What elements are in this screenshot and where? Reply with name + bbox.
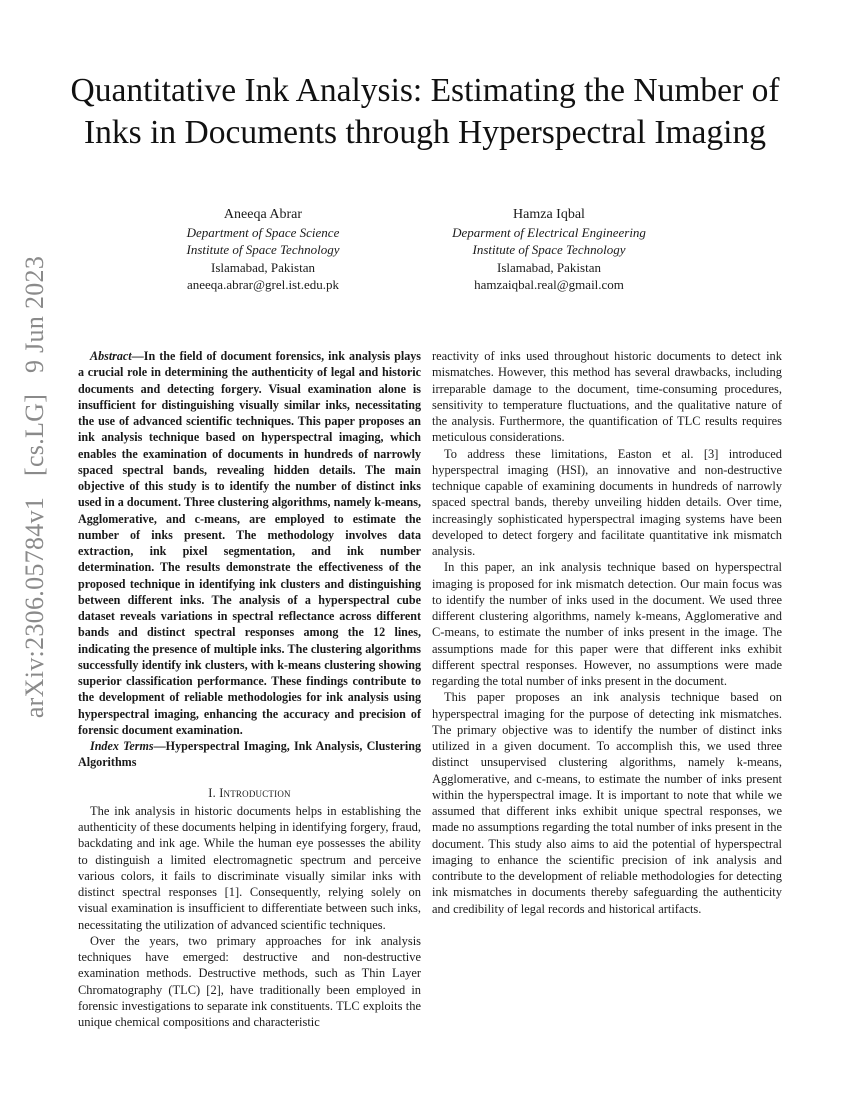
author-name: Aneeqa Abrar bbox=[223, 207, 303, 222]
author-email: hamzaiqbal.real@gmail.com bbox=[474, 277, 624, 292]
paper-title: Quantitative Ink Analysis: Estimating the Number of Inks in Documents through Hyperspectral Imaging bbox=[70, 72, 780, 151]
arxiv-stamp bbox=[20, 242, 50, 718]
author-city: Islamabad, Pakistan bbox=[211, 259, 315, 275]
section-title: Introduction bbox=[219, 785, 291, 800]
section-number: I. bbox=[208, 785, 216, 800]
intro-paragraph-2-start: Over the years, two primary approaches for ink analysis techniques have emerged: destructive and non-destructive examination methods. Destructive methods, such as Thin Layer Chromatography (TLC) [2], have traditionally been employed in forensic investigations to separate ink constituents. TLC exploits the unique chemical compositions and characteristic bbox=[78, 933, 421, 1029]
author-name: Hamza Iqbal bbox=[513, 207, 585, 222]
intro-paragraph-5: This paper proposes an ink analysis technique based on hyperspectral imaging for the purpose of detecting ink mismatches. The primary objective was to identify the number of distinct inks utilized in a given document. To accomplish this, we used three distinct unsupervised clustering algorithms, namely k-means, Agglomerative, and c-means, to estimate the number of inks present within the hyperspectral image. It is important to note that while we assumed that different inks exhibit unique spectral responses, we made no assumptions regarding the total number of inks present in the document. This study also aims to aid the potential of hyperspectral imaging to enhance the scientific precision of ink analysis and contribute to the development of reliable methodologies for detecting ink mismatches in documents thereby safeguarding the authenticity and credibility of legal records and historical artifacts. bbox=[432, 690, 782, 916]
author-department: Deparment of Electrical Engineering bbox=[452, 224, 646, 240]
intro-paragraph-1: The ink analysis in historic documents helps in establishing the authenticity of these documents helping in identifying forgery, fraud, backdating and ink age. While the human eye possesses the ability to distinguish a limited electromagnetic spectrum and perceive various colors, it fails to discriminate visually similar inks with distinct spectral responses [1]. Consequently, relying solely on visual examination is insufficient to differentiate between such inks, necessitating the utilization of advanced scientific techniques. bbox=[78, 803, 421, 932]
intro-paragraph-3: To address these limitations, Easton et al. [3] introduced hyperspectral imaging (HSI), an innovative and non-destructive technique capable of examining documents in hundreds of narrowly spaced spectral bands, thereby unveiling hidden details. Over time, increasingly sophisticated hyperspectral imaging systems have been developed to detect forgery and facilitate quantitative ink mismatch analysis. bbox=[432, 446, 782, 558]
abstract-dash: — bbox=[131, 349, 144, 363]
author-email: aneeqa.abrar@grel.ist.edu.pk bbox=[186, 277, 339, 292]
index-terms-text: Hyperspectral Imaging, Ink Analysis, Clustering Algorithms bbox=[78, 739, 421, 770]
index-terms-dash: — bbox=[153, 739, 166, 753]
abstract-text: In the field of document forensics, ink analysis plays a crucial role in determining the authenticity of legal and historic documents and detecting forgery. Visual examination alone is insufficient for distinguishing visually similar inks, necessitating the use of advanced scientific techniques. This paper proposes an ink analysis technique based on hyperspectral imaging, which enables the examination of documents in hundreds of narrowly spaced spectral bands, revealing hidden details. The main objective of this study is to identify the number of distinct inks used in a document. Three clustering algorithms, namely k-means, Agglomerative, and c-means, are employed to estimate the number of inks present. The methodology involves data extraction, ink pixel segmentation, and ink number determination. The results demonstrate the effectiveness of the proposed technique in identifying ink clusters and distinguishing between different inks. The analysis of a hyperspectral cube dataset reveals variations in spectral reflectance across different bands and distinct spectral responses among the 12 lines, indicating the presence of multiple inks. The clustering algorithms successfully identify ink clusters, with k-means clustering showing superior classification performance. These findings contribute to the development of reliable methodologies for ink analysis using hyperspectral imaging, enhancing the accuracy and precision of forensic document examination. bbox=[78, 349, 421, 737]
author-institute: Institute of Space Technology bbox=[186, 242, 340, 257]
intro-paragraph-4: In this paper, an ink analysis technique based on hyperspectral imaging is proposed for ink mismatch detection. Our main focus was to identify the number of inks used in the document. We used three different clustering algorithms, namely k-means, Agglomerative and C-means, to estimate the number of inks present in the image. The assumptions made for this paper were that different inks exhibit different spectral responses. However, no assumptions were made regarding the total number of inks present in the document. bbox=[432, 560, 782, 688]
author-city: Islamabad, Pakistan bbox=[497, 259, 601, 275]
abstract bbox=[78, 348, 421, 738]
author-block-1 bbox=[113, 206, 413, 294]
author-block-2 bbox=[399, 206, 699, 294]
arxiv-id: arXiv:2306.05784v1 bbox=[20, 496, 49, 719]
author-institute: Institute of Space Technology bbox=[472, 242, 626, 257]
index-terms-label: Index Terms bbox=[90, 739, 154, 753]
arxiv-date: 9 Jun 2023 bbox=[20, 255, 49, 373]
author-department: Department of Space Science bbox=[186, 224, 340, 240]
abstract-label: Abstract bbox=[90, 349, 132, 363]
arxiv-category: [cs.LG] bbox=[20, 393, 49, 477]
index-terms bbox=[78, 738, 421, 771]
right-column bbox=[432, 348, 782, 917]
section-heading-introduction bbox=[78, 785, 421, 801]
left-column bbox=[78, 348, 421, 1030]
intro-paragraph-2-cont: reactivity of inks used throughout historic documents to detect ink mismatches. However, this method has several drawbacks, including irreparable damage to the document, time-consuming procedures, sensitivity to temperature fluctuations, and the qualitative nature of the analysis. Furthermore, the quantification of TLC results requires meticulous considerations. bbox=[432, 349, 782, 445]
